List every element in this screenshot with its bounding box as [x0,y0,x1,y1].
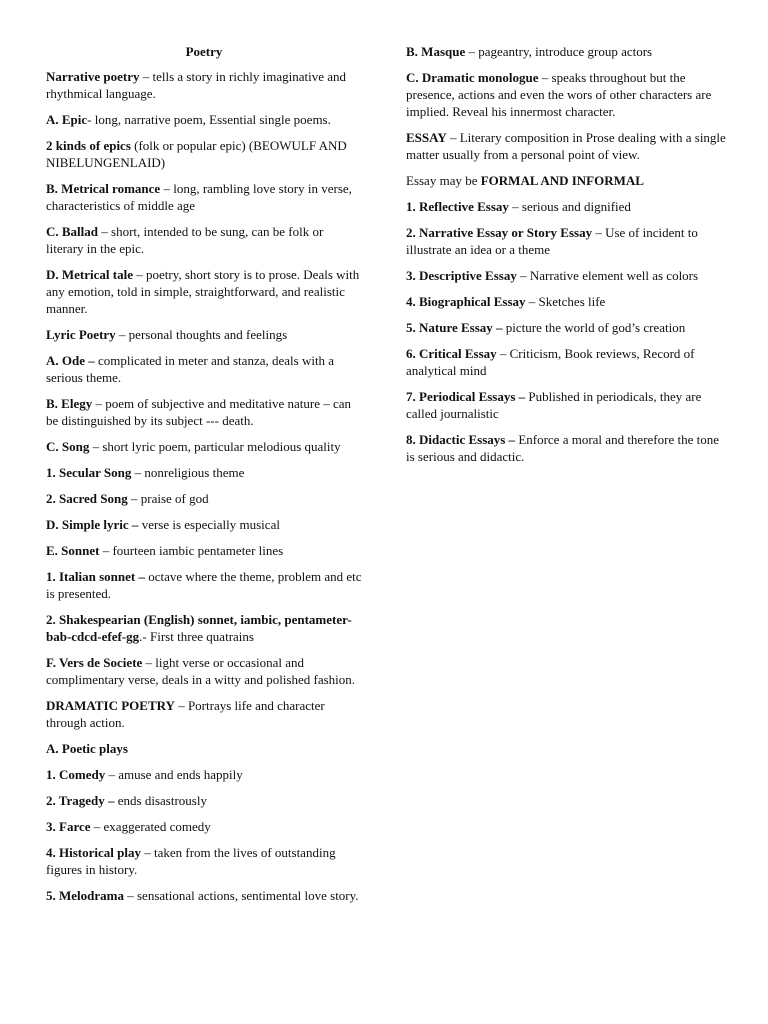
entry-term: 3. Farce [46,819,91,834]
entry-text: octave where the theme, problem and etc is presented. [46,569,362,601]
entry-ballad [46,223,362,257]
entry-text: – nonreligious theme [131,465,245,480]
entry-term: 5. Nature Essay – [406,320,503,335]
entry-kinds-of-epics [46,137,362,171]
entry-term: F. Vers de Societe [46,655,143,670]
entry-term: 2. Shakespearian (English) sonnet, iambic, pentameter-bab-cdcd-efef-gg [46,612,352,644]
entry-text: – speaks throughout but the presence, actions and even the wors of other characters are implied. Reveal his innermost character. [406,70,712,119]
entry-term: 3. Descriptive Essay [406,268,517,283]
entry-text: – Sketches life [525,294,606,309]
entry-metrical-romance [46,180,362,214]
entry-term: Lyric Poetry [46,327,116,342]
entry-reflective-essay [406,198,728,215]
entry-term: 8. Didactic Essays – [406,432,516,447]
entry-term: 5. Melodrama [46,888,124,903]
entry-text: .- First three quatrains [139,629,254,644]
entry-sacred-song [46,490,362,507]
entry-term: 4. Biographical Essay [406,294,526,309]
entry-tragedy [46,792,362,809]
entry-melodrama [46,887,362,904]
entry-term: 1. Italian sonnet – [46,569,145,584]
entry-term: E. Sonnet [46,543,100,558]
entry-term: 1. Reflective Essay [406,199,509,214]
entry-term: DRAMATIC POETRY [46,698,175,713]
entry-essay [406,129,728,163]
entry-term: Narrative poetry [46,69,140,84]
entry-term: 2 kinds of epics [46,138,131,153]
entry-text: – Literary composition in Prose dealing with a single matter usually from a personal point of view. [406,130,726,162]
entry-nature-essay [406,319,728,336]
entry-dramatic-poetry [46,697,362,731]
entry-dramatic-monologue [406,69,728,120]
entry-narrative-essay [406,224,728,258]
entry-shakespearian-sonnet [46,611,362,645]
entry-descriptive-essay [406,267,728,284]
entry-text: – praise of god [127,491,209,506]
entry-text: ends disastrously [114,793,207,808]
entry-term: 6. Critical Essay [406,346,497,361]
entry-secular-song [46,464,362,481]
entry-essay-formal-informal [406,172,728,189]
entry-song [46,438,362,455]
entry-prefix: Essay may be [406,173,481,188]
entry-term: 1. Secular Song [46,465,132,480]
entry-text: – amuse and ends happily [105,767,243,782]
entry-term: 2. Tragedy – [46,793,115,808]
entry-term: B. Elegy [46,396,93,411]
entry-text: – personal thoughts and feelings [115,327,288,342]
entry-term: A. Epic [46,112,88,127]
entry-term: D. Metrical tale [46,267,133,282]
entry-term: A. Poetic plays [46,741,128,756]
entry-term: 2. Narrative Essay or Story Essay [406,225,593,240]
entry-text: – poem of subjective and meditative nature – can be distinguished by its subject --- death. [46,396,352,428]
entry-text: - long, narrative poem, Essential single poems. [87,112,331,127]
entry-text: – taken from the lives of outstanding figures in history. [46,845,336,877]
entry-text: picture the world of god’s creation [502,320,686,335]
entry-text: – Use of incident to illustrate an idea or a theme [406,225,698,257]
entry-text: – Narrative element well as colors [516,268,699,283]
entry-text: – long, rambling love story in verse, characteristics of middle age [46,181,352,213]
entry-epic [46,111,362,128]
entry-text: Published in periodicals, they are called journalistic [406,389,702,421]
entry-text: complicated in meter and stanza, deals with a serious theme. [46,353,335,385]
entry-text: – serious and dignified [508,199,631,214]
entry-text: Enforce a moral and therefore the tone is serious and didactic. [406,432,719,464]
entry-ode [46,352,362,386]
entry-elegy [46,395,362,429]
entry-farce [46,818,362,835]
entry-biographical-essay [406,293,728,310]
entry-text: – tells a story in richly imaginative and rhythmical language. [46,69,347,101]
entry-text: (folk or popular epic) (BEOWULF AND NIBELUNGENLAID) [46,138,347,170]
entry-text: verse is especially musical [138,517,280,532]
entry-term: 7. Periodical Essays – [406,389,526,404]
entry-masque [406,43,728,60]
entry-term: 4. Historical play [46,845,141,860]
entry-text: – Portrays life and character through action. [46,698,325,730]
entry-historical-play [46,844,362,878]
right-column [406,43,728,474]
entry-text: – short lyric poem, particular melodious quality [89,439,341,454]
left-column [46,43,362,913]
entry-text: – poetry, short story is to prose. Deals with any emotion, told in simple, straightforward, and realistic manner. [46,267,360,316]
entry-text: – sensational actions, sentimental love story. [123,888,359,903]
entry-text: – exaggerated comedy [90,819,211,834]
entry-metrical-tale [46,266,362,317]
entry-simple-lyric [46,516,362,533]
entry-term: C. Dramatic monologue [406,70,539,85]
entry-term: 2. Sacred Song [46,491,128,506]
entry-term: FORMAL AND INFORMAL [480,173,644,188]
entry-sonnet [46,542,362,559]
entry-term: D. Simple lyric – [46,517,139,532]
entry-term: B. Masque [406,44,466,59]
entry-didactic-essays [406,431,728,465]
entry-text: – Criticism, Book reviews, Record of analytical mind [406,346,695,378]
entry-term: B. Metrical romance [46,181,161,196]
entry-term: 1. Comedy [46,767,106,782]
entry-text: – fourteen iambic pentameter lines [99,543,284,558]
entry-vers-de-societe [46,654,362,688]
entry-term: C. Ballad [46,224,99,239]
entry-periodical-essays [406,388,728,422]
entry-poetic-plays [46,740,362,757]
entry-term: A. Ode – [46,353,95,368]
entry-critical-essay [406,345,728,379]
entry-italian-sonnet [46,568,362,602]
document-title: Poetry [185,44,223,59]
entry-text: – light verse or occasional and complimentary verse, deals in a witty and polished fashion. [46,655,356,687]
entry-term: ESSAY [406,130,447,145]
entry-term: C. Song [46,439,90,454]
entry-text: – pageantry, introduce group actors [465,44,653,59]
entry-comedy [46,766,362,783]
entry-lyric-poetry [46,326,362,343]
entry-narrative-poetry [46,68,362,102]
entry-text: – short, intended to be sung, can be folk or literary in the epic. [46,224,324,256]
